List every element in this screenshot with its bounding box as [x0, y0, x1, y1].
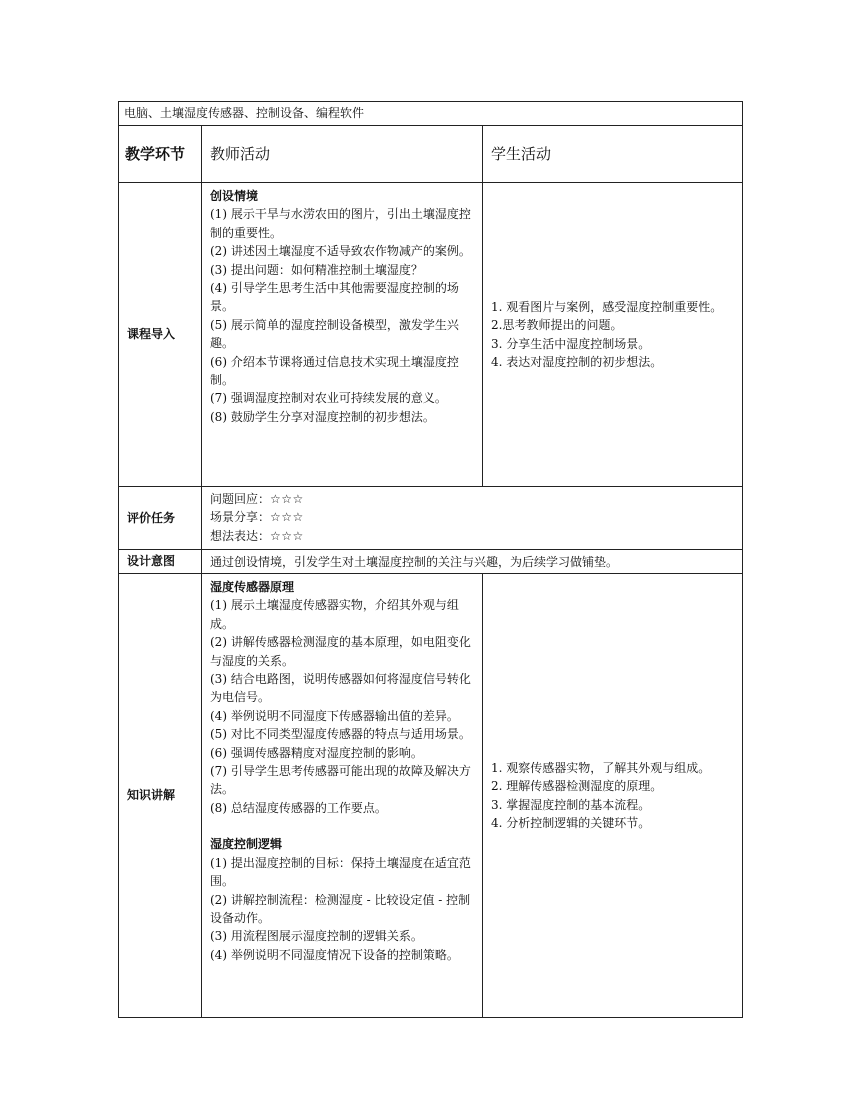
intro-row [119, 183, 743, 487]
intro-teacher-item: (3) 提出问题：如何精准控制土壤湿度？ [210, 262, 423, 277]
sensor-item: (3) 结合电路图，说明传感器如何将湿度信号转化为电信号。 [210, 672, 471, 705]
knowledge-student-item: 3. 掌握湿度控制的基本流程。 [491, 797, 651, 812]
sensor-item: (2) 讲解传感器检测湿度的基本原理，如电阻变化与湿度的关系。 [210, 635, 471, 668]
logic-item: (3) 用流程图展示湿度控制的逻辑关系。 [210, 929, 423, 944]
header-student: 学生活动 [483, 126, 743, 183]
evaluation-label: 场景分享： [210, 510, 271, 525]
sensor-item: (7) 引导学生思考传感器可能出现的故障及解决方法。 [210, 764, 471, 797]
lesson-plan-table [118, 101, 743, 1018]
intro-student-item: 2.思考教师提出的问题。 [491, 318, 623, 333]
intro-teacher-item: (7) 强调湿度控制对农业可持续发展的意义。 [210, 391, 447, 406]
section-spacer [210, 817, 476, 835]
intro-student-cell [483, 183, 743, 487]
star-rating: ☆☆☆ [270, 528, 304, 543]
star-rating: ☆☆☆ [270, 492, 304, 506]
intro-section-title: 创设情境 [210, 189, 259, 203]
sensor-item: (1) 展示土壤湿度传感器实物，介绍其外观与组成。 [210, 598, 459, 631]
design-text: 通过创设情境，引发学生对土壤湿度控制的关注与兴趣，为后续学习做铺垫。 [202, 550, 743, 574]
intro-student-item: 3. 分享生活中湿度控制场景。 [491, 336, 651, 351]
sensor-item: (5) 对比不同类型湿度传感器的特点与适用场景。 [210, 727, 471, 742]
knowledge-student-item: 2. 理解传感器检测湿度的原理。 [491, 779, 663, 794]
evaluation-stage-label: 评价任务 [119, 487, 202, 550]
logic-section-title: 湿度控制逻辑 [210, 837, 283, 852]
star-rating: ☆☆☆ [270, 510, 304, 525]
knowledge-stage-label: 知识讲解 [119, 574, 202, 1018]
table-header-row [119, 126, 743, 183]
logic-item: (4) 举例说明不同湿度情况下设备的控制策略。 [210, 947, 459, 962]
sensor-item: (4) 举例说明不同湿度下传感器输出值的差异。 [210, 708, 459, 723]
intro-student-item: 4. 表达对湿度控制的初步想法。 [491, 354, 663, 369]
evaluation-label: 想法表达： [210, 528, 271, 543]
intro-teacher-item: (8) 鼓励学生分享对湿度控制的初步想法。 [210, 409, 435, 424]
materials-text: 电脑、土壤湿度传感器、控制设备、编程软件 [119, 102, 743, 126]
evaluation-item [210, 490, 736, 508]
intro-teacher-item: (5) 展示简单的湿度控制设备模型，激发学生兴趣。 [210, 317, 459, 351]
design-stage-label: 设计意图 [119, 550, 202, 574]
sensor-item: (6) 强调传感器精度对湿度控制的影响。 [210, 745, 423, 760]
logic-item: (2) 讲解控制流程：检测湿度 - 比较设定值 - 控制设备动作。 [210, 892, 471, 925]
materials-row [119, 102, 743, 126]
intro-teacher-cell [202, 183, 483, 487]
evaluation-item [210, 527, 736, 545]
intro-teacher-item: (6) 介绍本节课将通过信息技术实现土壤湿度控制。 [210, 354, 459, 388]
intro-teacher-item: (1) 展示干旱与水涝农田的图片，引出土壤湿度控制的重要性。 [210, 207, 471, 240]
knowledge-student-item: 1. 观察传感器实物，了解其外观与组成。 [491, 760, 711, 775]
knowledge-teacher-cell [202, 574, 483, 1018]
knowledge-student-item: 4. 分析控制逻辑的关键环节。 [491, 815, 651, 830]
intro-teacher-item: (4) 引导学生思考生活中其他需要湿度控制的场景。 [210, 281, 459, 314]
design-row [119, 550, 743, 574]
logic-item: (1) 提出湿度控制的目标：保持土壤湿度在适宜范围。 [210, 855, 471, 889]
evaluation-cell [202, 487, 743, 550]
evaluation-label: 问题回应： [210, 492, 271, 506]
evaluation-row [119, 487, 743, 550]
knowledge-row [119, 574, 743, 1018]
intro-student-item: 1. 观看图片与案例，感受湿度控制重要性。 [491, 299, 723, 314]
evaluation-item [210, 508, 736, 526]
sensor-section-title: 湿度传感器原理 [210, 580, 295, 594]
header-teacher: 教师活动 [202, 126, 483, 183]
intro-teacher-item: (2) 讲述因土壤湿度不适导致农作物减产的案例。 [210, 244, 471, 259]
sensor-item: (8) 总结湿度传感器的工作要点。 [210, 800, 387, 815]
header-stage: 教学环节 [119, 126, 202, 183]
intro-stage-label: 课程导入 [119, 183, 202, 487]
knowledge-student-cell [483, 574, 743, 1018]
